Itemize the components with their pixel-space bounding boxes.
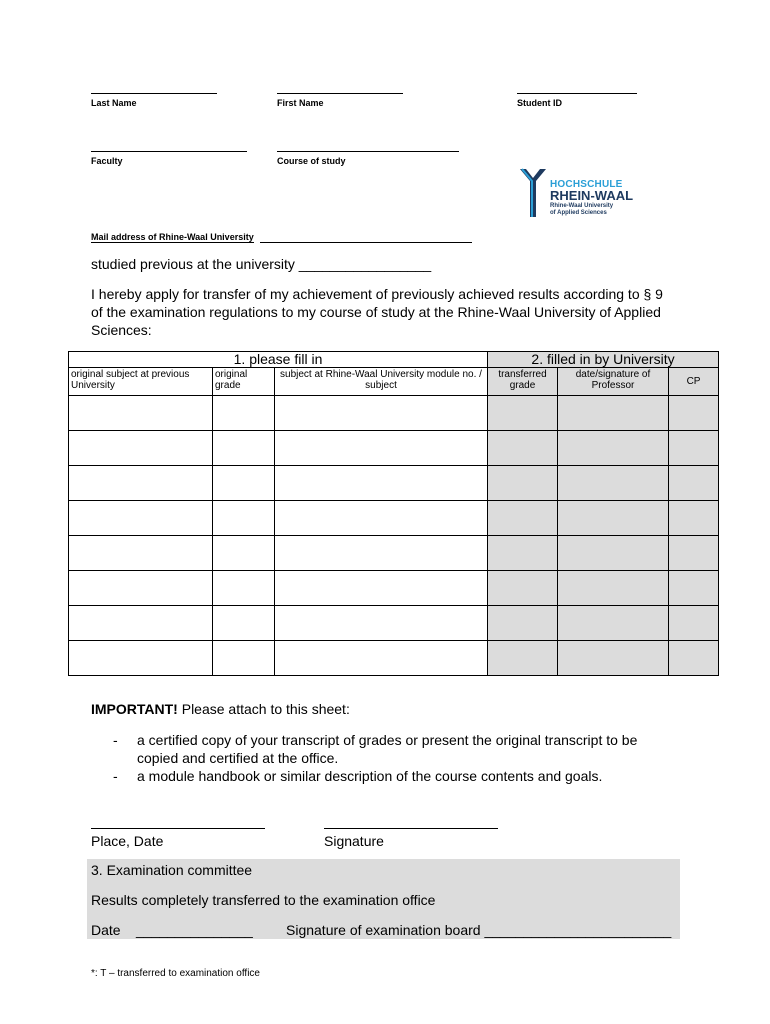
student-id-label: Student ID [517, 98, 562, 108]
footnote: *: T – transferred to examination office [91, 968, 260, 979]
logo-line2: RHEIN-WAAL [550, 188, 634, 203]
list-item: - [113, 768, 118, 784]
col-cp: CP [669, 368, 719, 396]
attachment-item-2: a module handbook or similar description of the course contents and goals. [137, 768, 603, 784]
examination-committee-box [87, 859, 680, 939]
mail-address-label: Mail address of Rhine-Waal University [91, 232, 254, 242]
course-line[interactable] [277, 151, 459, 152]
col-original-subject: original subject at previous University [69, 368, 213, 396]
table-row [69, 641, 719, 676]
logo-line3: Rhine-Waal University [550, 203, 614, 209]
student-id-line[interactable] [517, 93, 637, 94]
application-paragraph-3: Sciences: [91, 322, 152, 338]
section-university: 2. filled in by University [488, 352, 719, 368]
col-original-grade: original grade [213, 368, 275, 396]
studied-previous-line: studied previous at the university _________________ [91, 256, 432, 272]
list-item: - [113, 732, 118, 748]
first-name-label: First Name [277, 98, 324, 108]
committee-date-blank[interactable]: _______________ [136, 922, 253, 938]
last-name-label: Last Name [91, 98, 137, 108]
faculty-line[interactable] [91, 151, 247, 152]
place-date-label: Place, Date [91, 833, 164, 849]
committee-board-signature[interactable]: Signature of examination board ________________________ [286, 922, 672, 938]
table-row [69, 606, 719, 641]
col-rhine-waal-subject: subject at Rhine-Waal University module no. / subject [275, 368, 488, 396]
university-logo [518, 165, 648, 221]
important-note [91, 700, 350, 718]
application-paragraph-1: I hereby apply for transfer of my achievement of previously achieved results according to § 9 [91, 286, 663, 302]
important-title: IMPORTANT! [91, 701, 178, 717]
logo-line4: of Applied Sciences [550, 210, 607, 216]
signature-label: Signature [324, 833, 384, 849]
attachment-item-1: a certified copy of your transcript of grades or present the original transcript to be copied and certified at the office. [137, 732, 638, 766]
table-row [69, 536, 719, 571]
committee-date-label: Date [91, 922, 121, 938]
signature-line[interactable] [324, 828, 498, 829]
col-transferred-grade: transferred grade [488, 368, 558, 396]
mail-address-line[interactable] [260, 242, 472, 243]
application-paragraph-2: of the examination regulations to my course of study at the Rhine-Waal University of Applied [91, 304, 661, 320]
first-name-line[interactable] [277, 93, 403, 94]
committee-title: 3. Examination committee [91, 862, 253, 878]
important-text: Please attach to this sheet: [177, 701, 350, 717]
section-fill-in: 1. please fill in [69, 352, 488, 368]
table-row [69, 501, 719, 536]
logo-line1: HOCHSCHULE [550, 179, 623, 190]
committee-results: Results completely transferred to the examination office [91, 892, 436, 908]
table-row [69, 466, 719, 501]
place-date-line[interactable] [91, 828, 265, 829]
faculty-label: Faculty [91, 156, 123, 166]
transfer-table [68, 351, 719, 676]
logo-mark-icon [518, 167, 548, 219]
col-professor-signature: date/signature of Professor [558, 368, 669, 396]
table-row [69, 431, 719, 466]
table-row [69, 396, 719, 431]
table-row [69, 571, 719, 606]
last-name-line[interactable] [91, 93, 217, 94]
course-label: Course of study [277, 156, 346, 166]
